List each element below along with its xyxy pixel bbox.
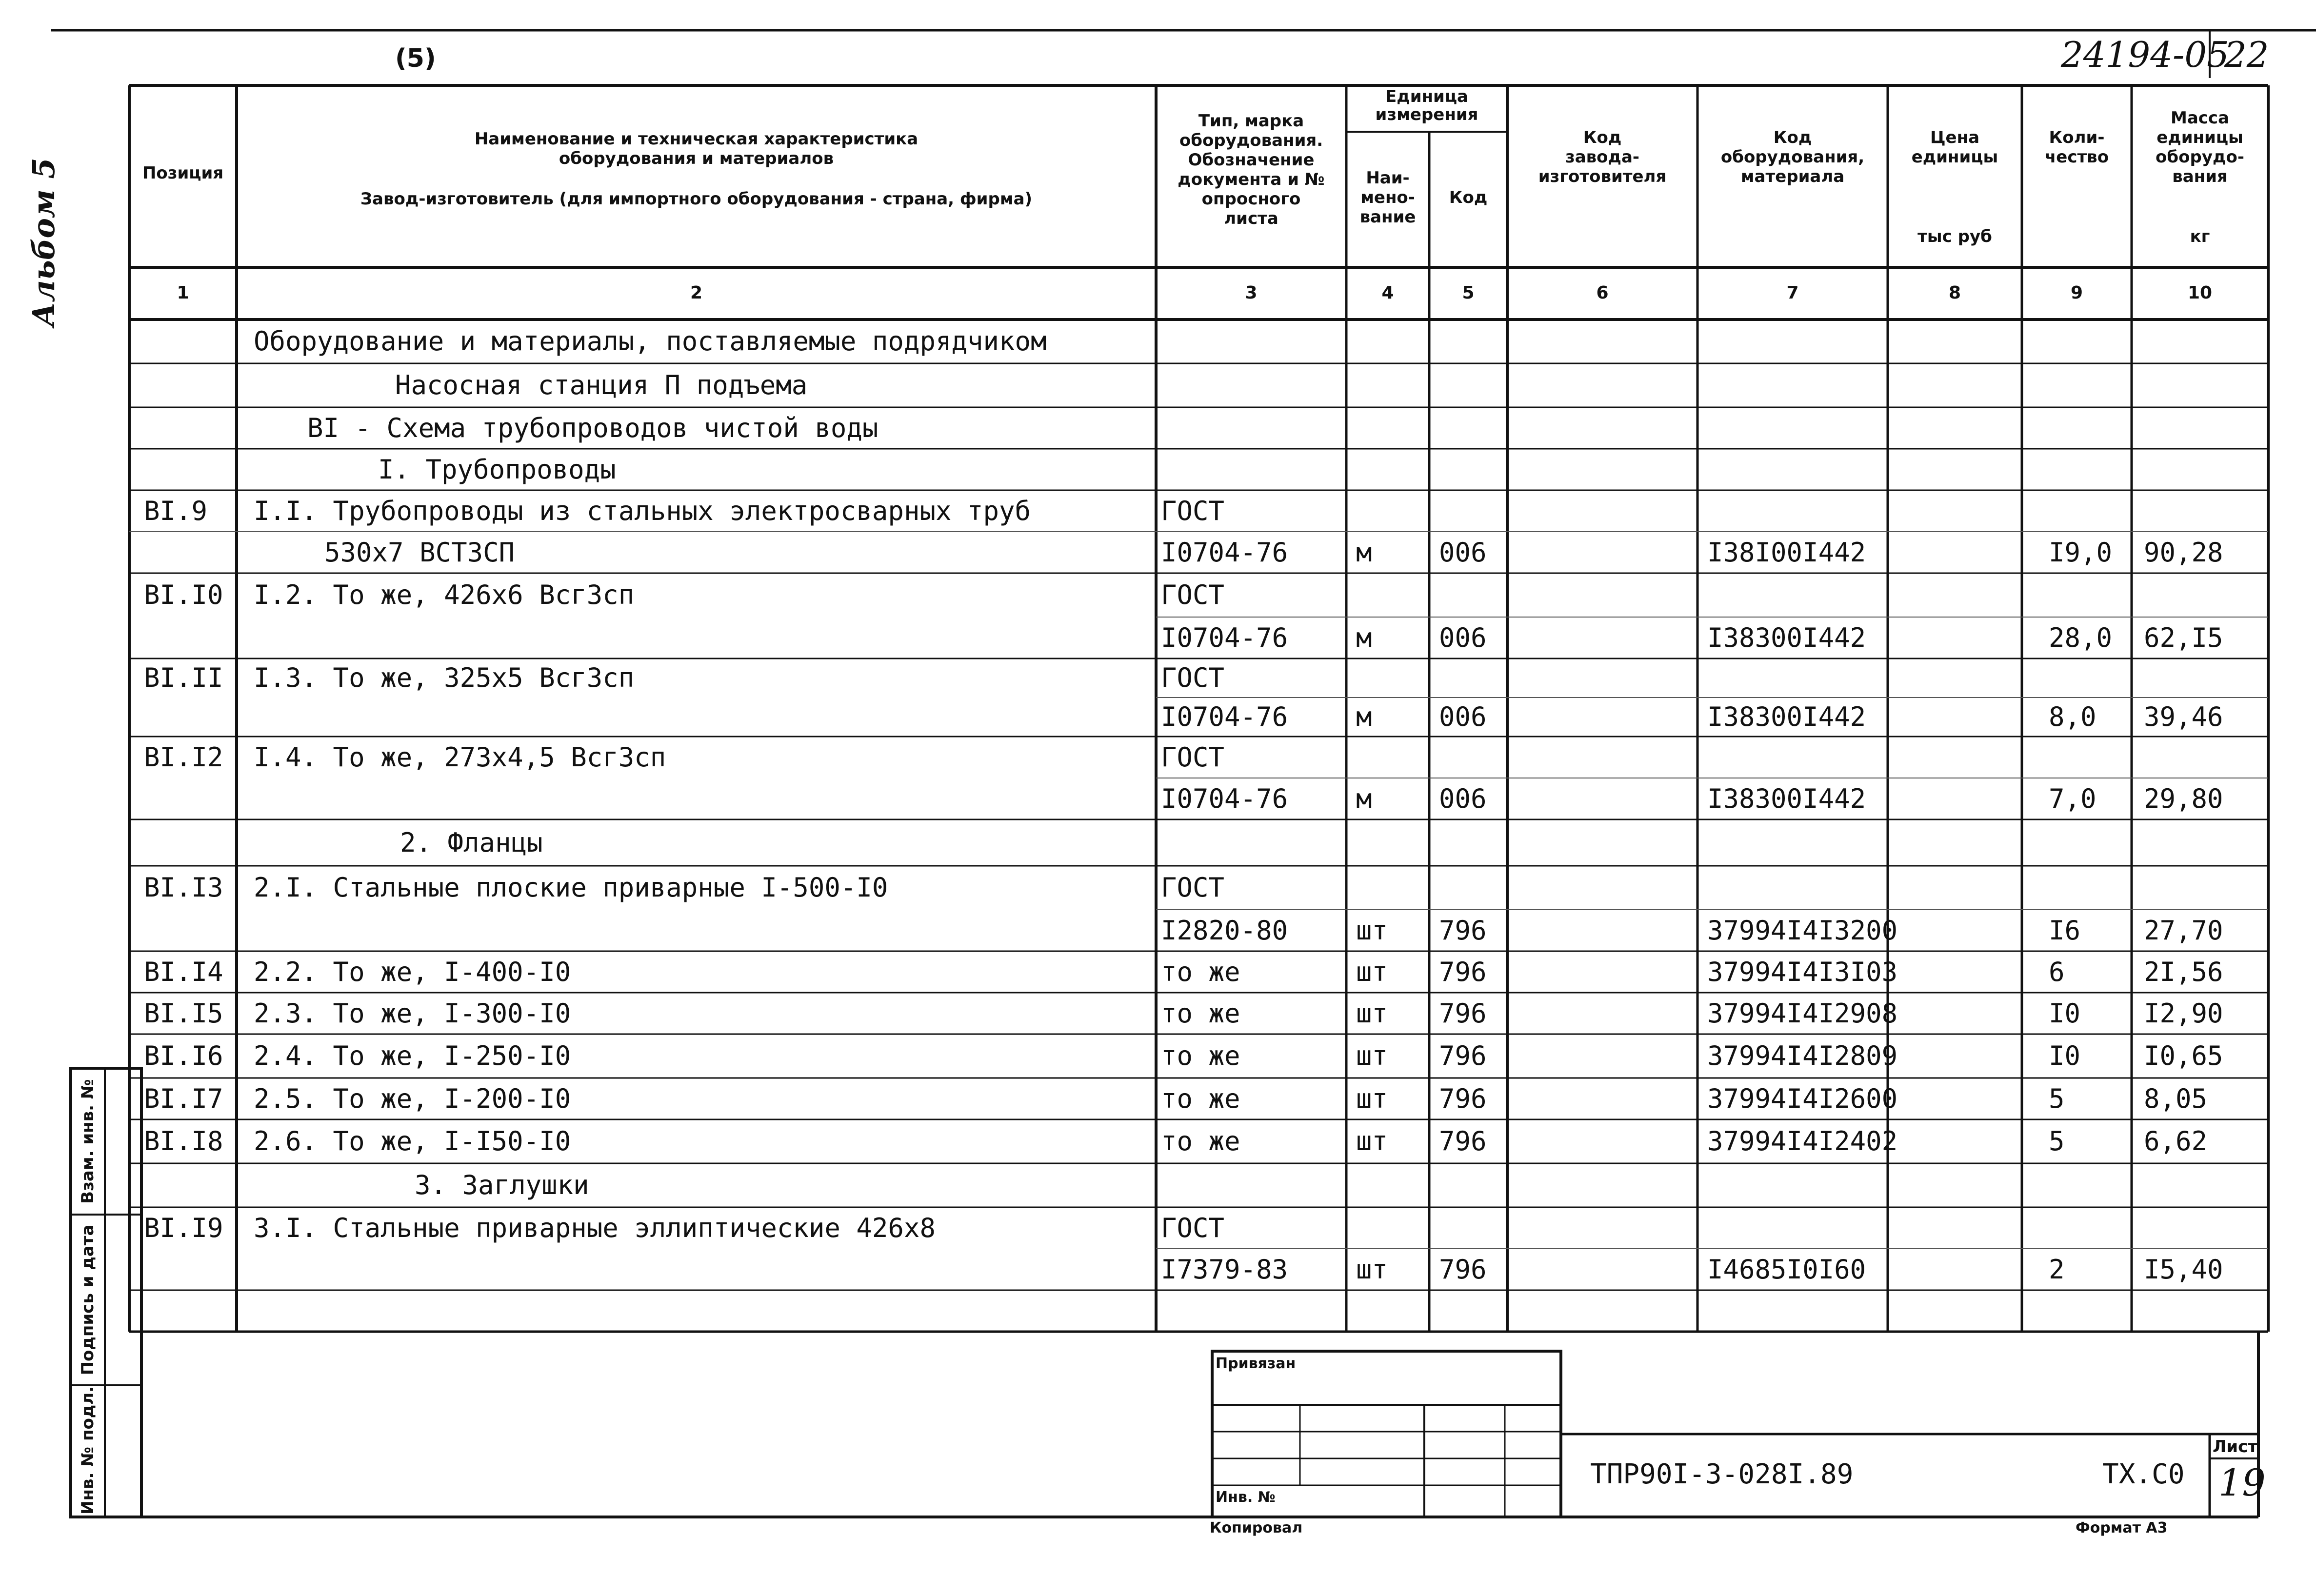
quantity-cell: I9,0	[2049, 537, 2113, 568]
quantity-cell: 5	[2049, 1083, 2065, 1114]
col-header-price-2: единицы	[1911, 147, 1998, 167]
quantity-cell: 7,0	[2049, 783, 2096, 814]
format-label: Формат А3	[2076, 1519, 2168, 1536]
col-number: 3	[1245, 283, 1258, 303]
item-name-cell: Оборудование и материалы, поставляемые подрядчиком	[254, 326, 1047, 357]
item-name-cell: 2.2. То же, I-400-I0	[254, 957, 571, 987]
item-name-cell: I. Трубопроводы	[378, 454, 616, 485]
unit-code-cell: 006	[1439, 537, 1487, 568]
equipment-code-cell: 37994I4I2402	[1707, 1126, 1898, 1157]
unit-name-cell: м	[1356, 783, 1372, 814]
unit-code-cell: 796	[1439, 957, 1487, 987]
col-header-position: Позиция	[142, 163, 224, 183]
type-document-cell: то же	[1161, 1126, 1240, 1157]
unit-code-cell: 006	[1439, 701, 1487, 732]
unit-code-cell: 006	[1439, 783, 1487, 814]
equipment-code-cell: 37994I4I2600	[1707, 1083, 1898, 1114]
type-document-cell: ГОСТ	[1161, 579, 1225, 610]
col-number: 2	[690, 283, 703, 303]
unit-code-cell: 796	[1439, 1254, 1487, 1285]
unit-code-cell: 796	[1439, 998, 1487, 1029]
col-header-name-1: Наименование и техническая характеристика	[474, 129, 918, 149]
col-header-type-3: Обозначение	[1188, 150, 1315, 170]
col-header-type-5: опросного	[1201, 189, 1301, 209]
item-name-cell: I.2. То же, 426x6 ВсгЗсп	[254, 579, 635, 610]
unit-name-cell: шт	[1356, 915, 1388, 946]
type-document-cell: I0704-76	[1161, 622, 1288, 653]
equipment-code-cell: I38300I442	[1707, 622, 1866, 653]
mass-cell: 27,70	[2144, 915, 2223, 946]
col-header-mass-2: единицы	[2156, 128, 2243, 147]
item-name-cell: 2. Фланцы	[400, 827, 543, 858]
col-header-plant-code-2: завода-	[1565, 147, 1640, 167]
type-document-cell: I0704-76	[1161, 701, 1288, 732]
col-header-unit-name-2: мено-	[1360, 188, 1415, 207]
mass-cell: 39,46	[2144, 701, 2223, 732]
item-name-cell: Насосная станция П подъема	[395, 370, 808, 400]
item-name-cell: I.4. То же, 273x4,5 ВсгЗсп	[254, 742, 666, 773]
type-document-cell: то же	[1161, 998, 1240, 1029]
quantity-cell: 8,0	[2049, 701, 2096, 732]
mass-cell: 2I,56	[2144, 957, 2223, 987]
position-cell: BI.I5	[144, 998, 223, 1029]
unit-name-cell: шт	[1356, 1254, 1388, 1285]
col-header-qty-1: Коли-	[2049, 128, 2105, 147]
equipment-code-cell: 37994I4I2908	[1707, 998, 1898, 1029]
unit-name-cell: м	[1356, 622, 1372, 653]
type-document-cell: ГОСТ	[1161, 1213, 1225, 1243]
unit-name-cell: м	[1356, 537, 1372, 568]
col-number: 8	[1948, 283, 1961, 303]
type-document-cell: ГОСТ	[1161, 662, 1225, 693]
mass-cell: I2,90	[2144, 998, 2223, 1029]
type-document-cell: I7379-83	[1161, 1254, 1288, 1285]
type-document-cell: то же	[1161, 1083, 1240, 1114]
item-name-cell: 2.6. То же, I-I50-I0	[254, 1126, 571, 1157]
col-header-type-1: Тип, марка	[1198, 111, 1304, 131]
position-cell: BI.I6	[144, 1040, 223, 1071]
item-name-cell: I.3. То же, 325x5 ВсгЗсп	[254, 662, 635, 693]
type-document-cell: ГОСТ	[1161, 496, 1225, 526]
type-document-cell: I2820-80	[1161, 915, 1288, 946]
col-header-type-4: документа и №	[1178, 170, 1325, 189]
item-name-cell: 2.5. То же, I-200-I0	[254, 1083, 571, 1114]
col-header-unit-code: Код	[1449, 188, 1488, 207]
mass-cell: 90,28	[2144, 537, 2223, 568]
unit-code-cell: 796	[1439, 1126, 1487, 1157]
quantity-cell: 28,0	[2049, 622, 2113, 653]
type-document-cell: I0704-76	[1161, 537, 1288, 568]
col-header-qty-2: чество	[2044, 147, 2109, 167]
item-name-cell: 530x7 ВСТЗСП	[324, 537, 515, 568]
type-document-cell: I0704-76	[1161, 783, 1288, 814]
quantity-cell: I0	[2049, 998, 2081, 1029]
unit-code-cell: 796	[1439, 1083, 1487, 1114]
equipment-code-cell: 37994I4I3I03	[1707, 957, 1898, 987]
position-cell: BI.9	[144, 496, 208, 526]
sheet-number: 19	[2218, 1461, 2266, 1504]
position-cell: BI.I8	[144, 1126, 223, 1157]
position-cell: BI.I4	[144, 957, 223, 987]
col-number: 9	[2070, 283, 2083, 303]
side-field-inventory-number: Инв. № подл.	[78, 1386, 98, 1515]
quantity-cell: I0	[2049, 1040, 2081, 1071]
col-header-price-unit: тыс руб	[1917, 227, 1992, 246]
document-code: ТПР90I-3-028I.89	[1590, 1458, 1854, 1490]
type-document-cell: то же	[1161, 957, 1240, 987]
equipment-code-cell: 37994I4I3200	[1707, 915, 1898, 946]
item-name-cell: 3. Заглушки	[415, 1170, 589, 1200]
unit-code-cell: 796	[1439, 1040, 1487, 1071]
col-header-type-2: оборудования.	[1179, 131, 1323, 150]
type-document-cell: ГОСТ	[1161, 872, 1225, 903]
sheet-code: ТХ.С0	[2102, 1458, 2185, 1490]
col-header-plant-code-1: Код	[1583, 128, 1622, 147]
mass-cell: 62,I5	[2144, 622, 2223, 653]
quantity-cell: 5	[2049, 1126, 2065, 1157]
quantity-cell: 6	[2049, 957, 2065, 987]
col-header-name-3: Завод-изготовитель (для импортного оборудования - страна, фирма)	[360, 189, 1033, 209]
unit-name-cell: шт	[1356, 1083, 1388, 1114]
position-cell: BI.I9	[144, 1213, 223, 1243]
col-header-equip-code-3: материала	[1740, 167, 1845, 186]
col-number: 6	[1596, 283, 1609, 303]
unit-code-cell: 796	[1439, 915, 1487, 946]
type-document-cell: то же	[1161, 1040, 1240, 1071]
col-header-type-6: листа	[1224, 209, 1278, 228]
col-header-unit-name-1: Наи-	[1366, 168, 1410, 188]
equipment-code-cell: I38I00I442	[1707, 537, 1866, 568]
top-label: (5)	[395, 44, 436, 73]
mass-cell: I0,65	[2144, 1040, 2223, 1071]
doc-number: 24194-05	[2061, 34, 2229, 75]
stamp-attached-label: Привязан	[1216, 1355, 1296, 1372]
col-number: 10	[2187, 283, 2213, 303]
col-header-unit-1: Единица	[1385, 87, 1468, 106]
item-name-cell: 2.3. То же, I-300-I0	[254, 998, 571, 1029]
position-cell: BI.I3	[144, 872, 223, 903]
col-header-plant-code-3: изготовителя	[1538, 167, 1667, 186]
col-header-price-1: Цена	[1930, 128, 1980, 147]
col-number: 7	[1786, 283, 1799, 303]
col-header-mass-1: Масса	[2170, 108, 2230, 128]
equipment-code-cell: I38300I442	[1707, 783, 1866, 814]
copied-by-label: Копировал	[1210, 1519, 1303, 1536]
col-header-name-2: оборудования и материалов	[559, 149, 834, 168]
item-name-cell: 2.4. То же, I-250-I0	[254, 1040, 571, 1071]
equipment-code-cell: I38300I442	[1707, 701, 1866, 732]
unit-name-cell: шт	[1356, 998, 1388, 1029]
equipment-code-cell: I4685I0I60	[1707, 1254, 1866, 1285]
position-cell: BI.I2	[144, 742, 223, 773]
item-name-cell: I.I. Трубопроводы из стальных электросварных труб	[254, 496, 1031, 526]
col-header-mass-unit: кг	[2190, 227, 2210, 246]
mass-cell: 8,05	[2144, 1083, 2208, 1114]
equipment-code-cell: 37994I4I2809	[1707, 1040, 1898, 1071]
unit-code-cell: 006	[1439, 622, 1487, 653]
mass-cell: 29,80	[2144, 783, 2223, 814]
side-field-replacement: Взам. инв. №	[78, 1079, 98, 1204]
col-header-mass-4: вания	[2172, 167, 2228, 186]
position-cell: BI.I0	[144, 579, 223, 610]
col-number: 1	[177, 283, 189, 303]
unit-name-cell: шт	[1356, 957, 1388, 987]
sheet-label: Лист	[2213, 1437, 2257, 1456]
col-number: 4	[1381, 283, 1394, 303]
unit-name-cell: шт	[1356, 1126, 1388, 1157]
mass-cell: I5,40	[2144, 1254, 2223, 1285]
col-number: 5	[1462, 283, 1475, 303]
item-name-cell: BI - Схема трубопроводов чистой воды	[307, 413, 878, 443]
page-number: 22	[2224, 34, 2269, 75]
type-document-cell: ГОСТ	[1161, 742, 1225, 773]
position-cell: BI.I7	[144, 1083, 223, 1114]
col-header-unit-name-3: вание	[1359, 207, 1416, 227]
col-header-equip-code-1: Код	[1773, 128, 1812, 147]
col-header-equip-code-2: оборудования,	[1720, 147, 1865, 167]
col-header-unit-2: измерения	[1375, 105, 1478, 124]
side-field-signature-date: Подпись и дата	[78, 1224, 98, 1376]
position-cell: BI.II	[144, 662, 223, 693]
album-label: Альбом 5	[26, 158, 61, 327]
col-header-mass-3: оборудо-	[2156, 147, 2244, 167]
quantity-cell: I6	[2049, 915, 2081, 946]
mass-cell: 6,62	[2144, 1126, 2208, 1157]
stamp-inventory-label: Инв. №	[1216, 1489, 1276, 1506]
item-name-cell: 2.I. Стальные плоские приварные I-500-I0	[254, 872, 888, 903]
unit-name-cell: м	[1356, 701, 1372, 732]
item-name-cell: 3.I. Стальные приварные эллиптические 426x8	[254, 1213, 936, 1243]
unit-name-cell: шт	[1356, 1040, 1388, 1071]
quantity-cell: 2	[2049, 1254, 2065, 1285]
